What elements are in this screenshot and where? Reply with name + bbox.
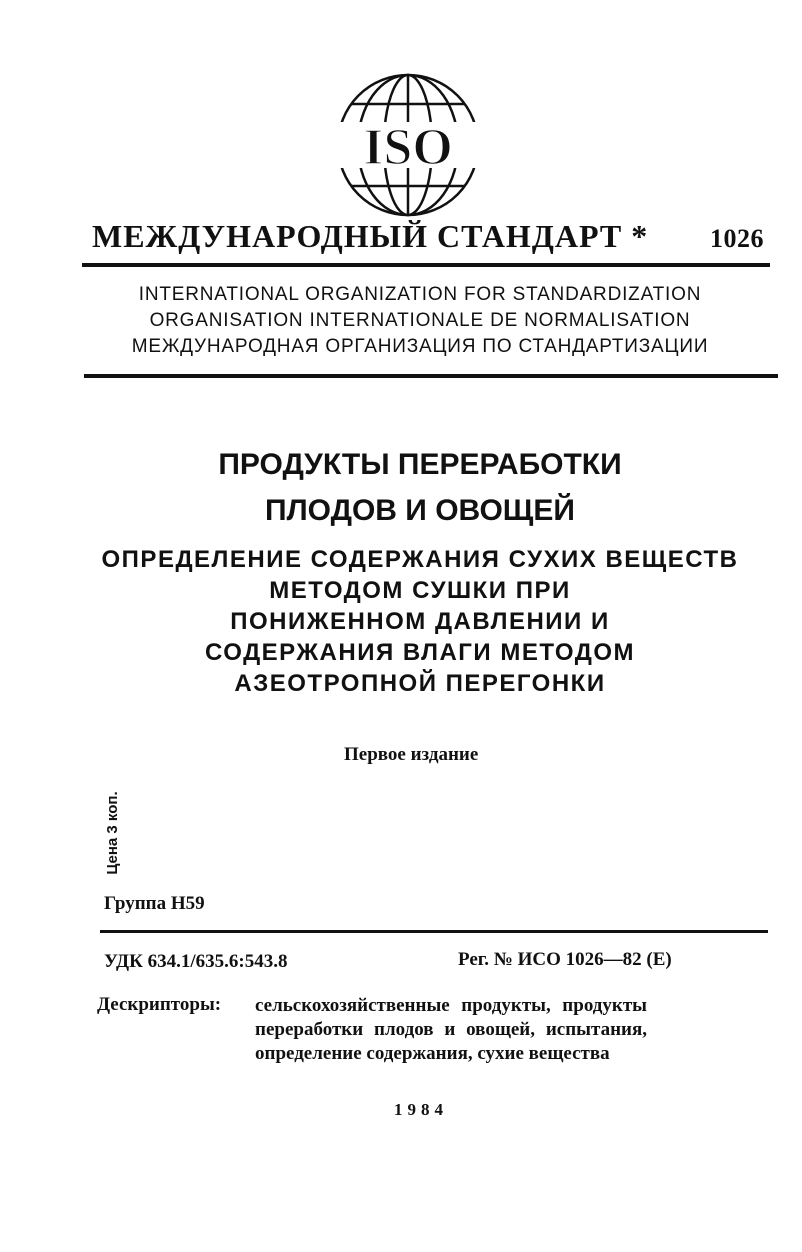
org-name-french: ORGANISATION INTERNATIONALE DE NORMALISATION xyxy=(149,310,691,331)
edition-label: Первое издание xyxy=(344,744,479,765)
header-title: МЕЖДУНАРОДНЫЙ СТАНДАРТ * xyxy=(92,218,649,254)
logo-text: ISO xyxy=(363,119,453,176)
org-rule xyxy=(84,374,778,378)
document-title xyxy=(60,442,780,534)
registration-number: Рег. № ИСО 1026—82 (E) xyxy=(458,949,672,970)
descriptors-label: Дескрипторы: xyxy=(97,994,222,1015)
subtitle-line: ПОНИЖЕННОМ ДАВЛЕНИИ И xyxy=(230,608,610,635)
publication-year: 1984 xyxy=(394,1100,448,1119)
iso-logo xyxy=(333,70,483,220)
subtitle-line: АЗЕОТРОПНОЙ ПЕРЕГОНКИ xyxy=(234,670,606,697)
group-code: Группа Н59 xyxy=(104,893,205,914)
subtitle-line: МЕТОДОМ СУШКИ ПРИ xyxy=(269,577,571,604)
title-line: ПРОДУКТЫ ПЕРЕРАБОТКИ xyxy=(218,448,622,481)
top-rule xyxy=(82,263,770,267)
bottom-rule xyxy=(100,930,768,933)
subtitle-line: СОДЕРЖАНИЯ ВЛАГИ МЕТОДОМ xyxy=(204,639,635,666)
document-subtitle xyxy=(40,544,800,699)
price-label: Цена 3 коп. xyxy=(104,791,121,875)
subtitle-line: ОПРЕДЕЛЕНИЕ СОДЕРЖАНИЯ СУХИХ ВЕЩЕСТВ xyxy=(101,546,739,573)
udk-code: УДК 634.1/635.6:543.8 xyxy=(104,951,288,972)
descriptors-text: сельскохозяйственные продукты, продукты переработки плодов и овощей, испытания, определение содержания, сухие вещества xyxy=(255,995,647,1064)
org-name-russian: МЕЖДУНАРОДНАЯ ОРГАНИЗАЦИЯ ПО СТАНДАРТИЗАЦИИ xyxy=(131,336,709,357)
org-name-english: INTERNATIONAL ORGANIZATION FOR STANDARDIZATION xyxy=(138,284,702,305)
organization-names xyxy=(80,282,760,360)
title-line: ПЛОДОВ И ОВОЩЕЙ xyxy=(265,494,575,527)
standard-number: 1026 xyxy=(710,224,764,253)
